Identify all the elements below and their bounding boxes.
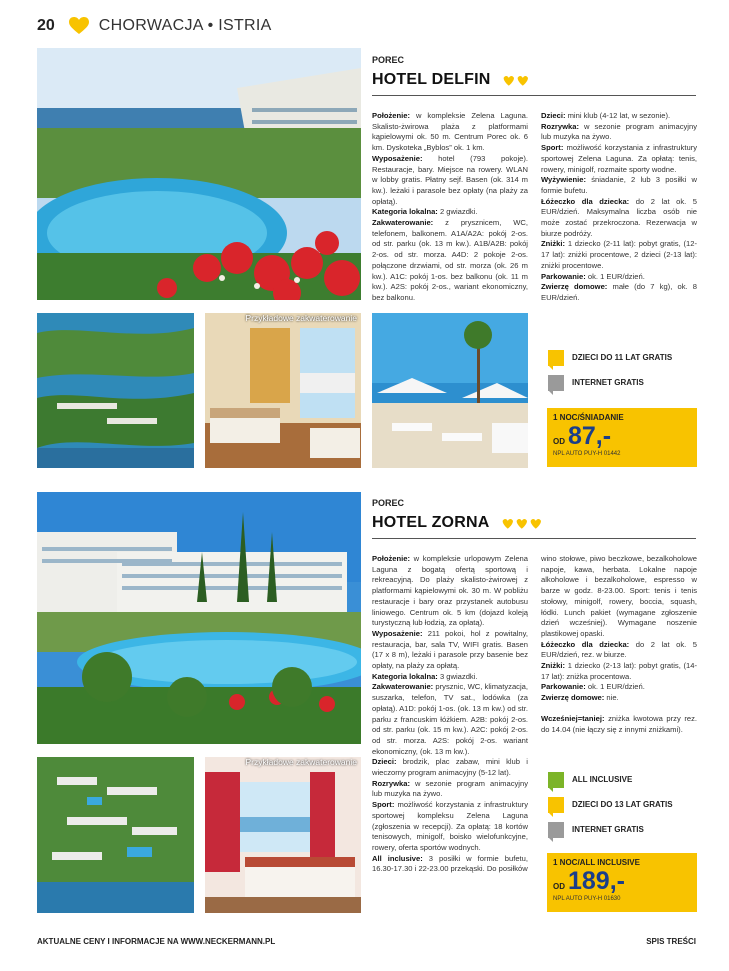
description-heading: Zniżki: — [541, 239, 566, 249]
description-text: do 2 lat ok. 5 EUR/dzień, rez. w biurze. — [541, 639, 697, 660]
description-paragraph — [541, 239, 697, 271]
perk-item — [548, 767, 673, 792]
description-heading: Zakwaterowanie: — [372, 682, 434, 692]
two-stars-rating-icon — [501, 74, 533, 86]
description-paragraph — [372, 218, 528, 304]
description-paragraph — [372, 757, 528, 778]
description-paragraph — [372, 682, 528, 757]
page-title: CHORWACJA • ISTRIA — [98, 17, 272, 34]
hotel-zorna-main-photo — [37, 492, 361, 744]
hotel-delfin-room-photo — [205, 313, 361, 468]
description-heading: Zwierzę domowe: — [541, 282, 608, 292]
description-paragraph — [372, 779, 528, 800]
description-text: 1 dziecko (2-11 lat): pobyt gratis, (12-17 lat): zniżki procentowe, 2 dzieci (2-13 lat): zniżki procentowe. — [541, 239, 697, 270]
perk-label: INTERNET GRATIS — [572, 825, 644, 834]
description-paragraph — [372, 207, 528, 218]
description-text: wino stołowe, piwo beczkowe, bezalkoholowe napoje, kawa, herbata. Lokalne napoje alkoholowe i bezalkoholowe, espresso w barze w godz. 8-23.00. Sport: tenis i tenis stołowy, minigolf, rowery, boccia, squash, łódki. Lunch pakiet (wymagane zgłoszenie dzień wcześniej). Wymagane noszenie plastikowej opaski. — [541, 554, 697, 638]
description-paragraph — [541, 111, 697, 122]
description-paragraph — [372, 629, 528, 672]
description-heading: Położenie: — [372, 111, 410, 120]
description-paragraph — [541, 197, 697, 240]
price-title: 1 NOC/ŚNIADANIE — [553, 413, 624, 422]
perk-label: ALL INCLUSIVE — [572, 775, 633, 784]
description-heading: Kategoria lokalna: — [372, 671, 438, 681]
description-paragraph — [372, 554, 528, 629]
perk-item — [548, 370, 672, 395]
description-heading: Wyżywienie: — [541, 175, 587, 185]
description-heading: Łóżeczko dla dziecka: — [541, 196, 630, 206]
description-paragraph — [541, 554, 697, 640]
hotel-zorna-description-left — [372, 554, 528, 875]
description-heading: Rozrywka: — [541, 121, 579, 131]
hotel-delfin-price-box[interactable] — [547, 408, 697, 467]
footer-website-link[interactable]: AKTUALNE CENY I INFORMACJE NA WWW.NECKERMANN.PL — [37, 937, 276, 946]
hotel-delfin-beach-photo — [372, 313, 528, 468]
hotel-delfin-divider — [372, 95, 696, 96]
description-paragraph — [372, 154, 528, 208]
description-heading: Kategoria lokalna: — [372, 207, 438, 217]
page-header — [37, 14, 272, 38]
offer-code: NPL AUTO PUY-H 01630 — [553, 896, 621, 902]
hotel-zorna-title: HOTEL ZORNA — [372, 514, 489, 531]
description-paragraph — [372, 672, 528, 683]
offer-code: NPL AUTO PUY-H 01442 — [553, 451, 621, 457]
description-paragraph — [541, 175, 697, 196]
price-from: OD — [553, 437, 565, 446]
perk-label: INTERNET GRATIS — [572, 378, 644, 387]
hotel-zorna-name — [372, 514, 546, 532]
description-heading: Dzieci: — [541, 111, 566, 120]
description-heading: Sport: — [372, 800, 395, 810]
description-text: ok. 1 EUR/dzień. — [585, 271, 645, 281]
description-text: w sezonie program animacyjny lub muzyka na żywo. — [541, 121, 697, 142]
heart-logo-icon — [69, 17, 89, 35]
description-paragraph — [541, 272, 697, 283]
description-heading: Wyposażenie: — [372, 628, 423, 638]
description-paragraph — [541, 143, 697, 175]
speech-bubble-icon — [548, 375, 564, 391]
description-heading: Położenie: — [372, 554, 410, 563]
description-text: 1 dziecko (2-13 lat): pobyt gratis, (14-17 lat): zniżka procentowa. — [541, 661, 697, 681]
description-heading: Zwierzę domowe: — [541, 693, 605, 703]
description-heading: Parkowanie: — [541, 271, 586, 281]
description-text: nie. — [604, 693, 619, 703]
hotel-zorna-room-photo — [205, 757, 361, 913]
perk-item — [548, 345, 672, 370]
price-value: 87,- — [568, 422, 612, 450]
description-text: możliwość korzystania z infrastruktury sportowej kompleksu Zelena Laguna (zgłoszenia w recepcji). Za opłatą: 18 kortów tenisowych, minigolf, boisko wielofunkcyjne, rowery, oferta sportów wodnych. — [372, 800, 528, 852]
hotel-zorna-divider — [372, 538, 696, 539]
page-number: 20 — [37, 17, 55, 34]
description-heading: Parkowanie: — [541, 682, 586, 692]
description-paragraph — [372, 854, 528, 875]
description-text: prysznic, WC, klimatyzacja, suszarka, telefon, TV sat., lodówka (za opłatą). A1D: pokój 1-os. (ok. 13 m kw.) od str. parku z francuskim łóżkiem. A2B: pokój 2-os. od str. parku (ok. 15 m kw.). A2C: pokój 2-os. od str. morza. A2S: pokój 2-os. wariant ekonomiczny, (ok. 13 m kw.). — [372, 682, 528, 756]
description-text: ok. 1 EUR/dzień. — [585, 682, 645, 692]
description-text: w sezonie program animacyjny lub muzyka na żywo. — [372, 778, 528, 799]
three-stars-rating-icon — [500, 517, 546, 529]
hotel-delfin-description-right — [541, 111, 697, 304]
description-heading: Sport: — [541, 143, 564, 153]
description-paragraph — [541, 693, 697, 704]
description-text: 211 pokoi, hol z powitalny, restauracja, bar, sala TV, WIFI gratis. Basen (17 x 8 m), leżaki i parasole przy basenie bez opłaty, na plaży za opłatą. — [372, 628, 528, 671]
description-text: 3 gwiazdki. — [437, 671, 478, 681]
description-paragraph — [541, 640, 697, 661]
hotel-delfin-town: POREC — [372, 55, 405, 65]
description-heading: Łóżeczko dla dziecka: — [541, 639, 630, 649]
description-heading: Wcześniej=taniej: — [541, 713, 605, 723]
description-text: możliwość korzystania z infrastruktury sportowej Zelena Laguna. Za opłatą: tenis, rowery, minigolf, rozmaite sporty wodne. — [541, 143, 697, 174]
description-text: małe (do 7 kg), ok. 8 EUR/dzień. — [541, 282, 697, 302]
hotel-delfin-title: HOTEL DELFIN — [372, 71, 491, 88]
hotel-zorna-price-box[interactable] — [547, 853, 697, 912]
hotel-delfin-perks — [548, 345, 672, 395]
perk-item — [548, 817, 673, 842]
photo-caption: Przykładowe zakwaterowanie — [245, 313, 357, 323]
description-paragraph — [541, 661, 697, 682]
description-heading: Wyposażenie: — [372, 153, 423, 163]
description-heading: Rozrywka: — [372, 778, 410, 788]
hotel-zorna-perks — [548, 767, 673, 842]
perk-item — [548, 792, 673, 817]
description-text: brodzik, plac zabaw, mini klub i wieczorny program animacyjny (5-12 lat). — [372, 757, 528, 778]
description-text: zniżka kwotowa przy rez. do 14.04 (nie łączy się z innymi zniżkami). — [541, 713, 697, 734]
photo-caption: Przykładowe zakwaterowanie — [245, 757, 357, 767]
speech-bubble-icon — [548, 797, 564, 813]
description-text: w kompleksie urlopowym Zelena Laguna z bogatą ofertą sportową i rekreacyjną. Do plaży skalisto-żwirowej z platformami kąpielowymi ok. 30 m. W pobliżu restauracje i bary oraz przystanek autobusu liniowego. Centrum ok. 5 km (dojazd koleją turystyczną lub łodzią, za opłatą). — [372, 554, 528, 628]
perk-label: DZIECI DO 11 LAT GRATIS — [572, 353, 673, 362]
hotel-zorna-town: POREC — [372, 498, 405, 508]
price-value: 189,- — [568, 867, 625, 895]
description-paragraph — [541, 122, 697, 143]
early-booking-note — [541, 714, 697, 735]
price-from: OD — [553, 882, 565, 891]
description-text: do 2 lat ok. 5 EUR/dzień. Maksymalna liczba osób nie może zostać przekroczona. Rezerwacja w biurze podróży. — [541, 196, 697, 238]
description-text: 3 posiłki w formie bufetu, 16.30-17.30 i 22-23.00 przekąski. Do posiłków — [372, 853, 529, 874]
hotel-delfin-name — [372, 71, 533, 89]
speech-bubble-icon — [548, 822, 564, 838]
description-text: 2 gwiazdki. — [437, 207, 478, 217]
description-paragraph — [541, 682, 697, 693]
description-heading: Dzieci: — [372, 757, 397, 767]
description-heading: Zakwaterowanie: — [372, 218, 434, 228]
description-text: śniadanie, 2 lub 3 posiłki w formie bufetu. — [541, 175, 697, 195]
description-text: w kompleksie Zelena Laguna. Skalisto-żwirowa plaża z platformami kąpielowymi ok. 50 m. Centrum Porec ok. 6 km. Dyskoteka „Byblos” ok. 1 km. — [372, 111, 528, 153]
hotel-zorna-aerial-photo — [37, 757, 194, 913]
speech-bubble-icon — [548, 350, 564, 366]
description-heading: Zniżki: — [541, 661, 566, 671]
description-text: hotel (793 pokoje). Restauracje, bary. Miejsce na rowery. WLAN w lobby gratis. Płatny sejf. Basen (ok. 314 m kw.). leżaki i parasole bez opłaty (na plaży za opłatą). — [372, 153, 528, 206]
speech-bubble-icon — [548, 772, 564, 788]
description-heading: All inclusive: — [372, 853, 423, 863]
description-paragraph — [372, 800, 528, 854]
hotel-delfin-aerial-photo — [37, 313, 194, 468]
description-text: z prysznicem, WC, telefonem, balkonem. A1A/A2A: pokój 2-os. od str. parku (ok. 13 m kw.). A1B/A2B: pokój 2-os. od str. morza. A4D: 2 pokoje 2-os. połączone drzwiami, od str. morza (ok. 26 m kw.). A1C: pokój 1-os. bez balkonu (ok. 11 m kw.). A2S: pokój 2-os., wariant ekonomiczny, bez balkonu. — [372, 218, 528, 302]
hotel-delfin-main-photo — [37, 48, 361, 300]
hotel-delfin-description-left — [372, 111, 528, 304]
hotel-zorna-description-right — [541, 554, 697, 735]
price-title: 1 NOC/ALL INCLUSIVE — [553, 858, 640, 867]
description-paragraph — [541, 282, 697, 303]
perk-label: DZIECI DO 13 LAT GRATIS — [572, 800, 673, 809]
description-text: mini klub (4-12 lat, w sezonie). — [565, 111, 671, 120]
description-paragraph — [372, 111, 528, 154]
table-of-contents-link[interactable]: SPIS TREŚCI — [646, 937, 696, 946]
